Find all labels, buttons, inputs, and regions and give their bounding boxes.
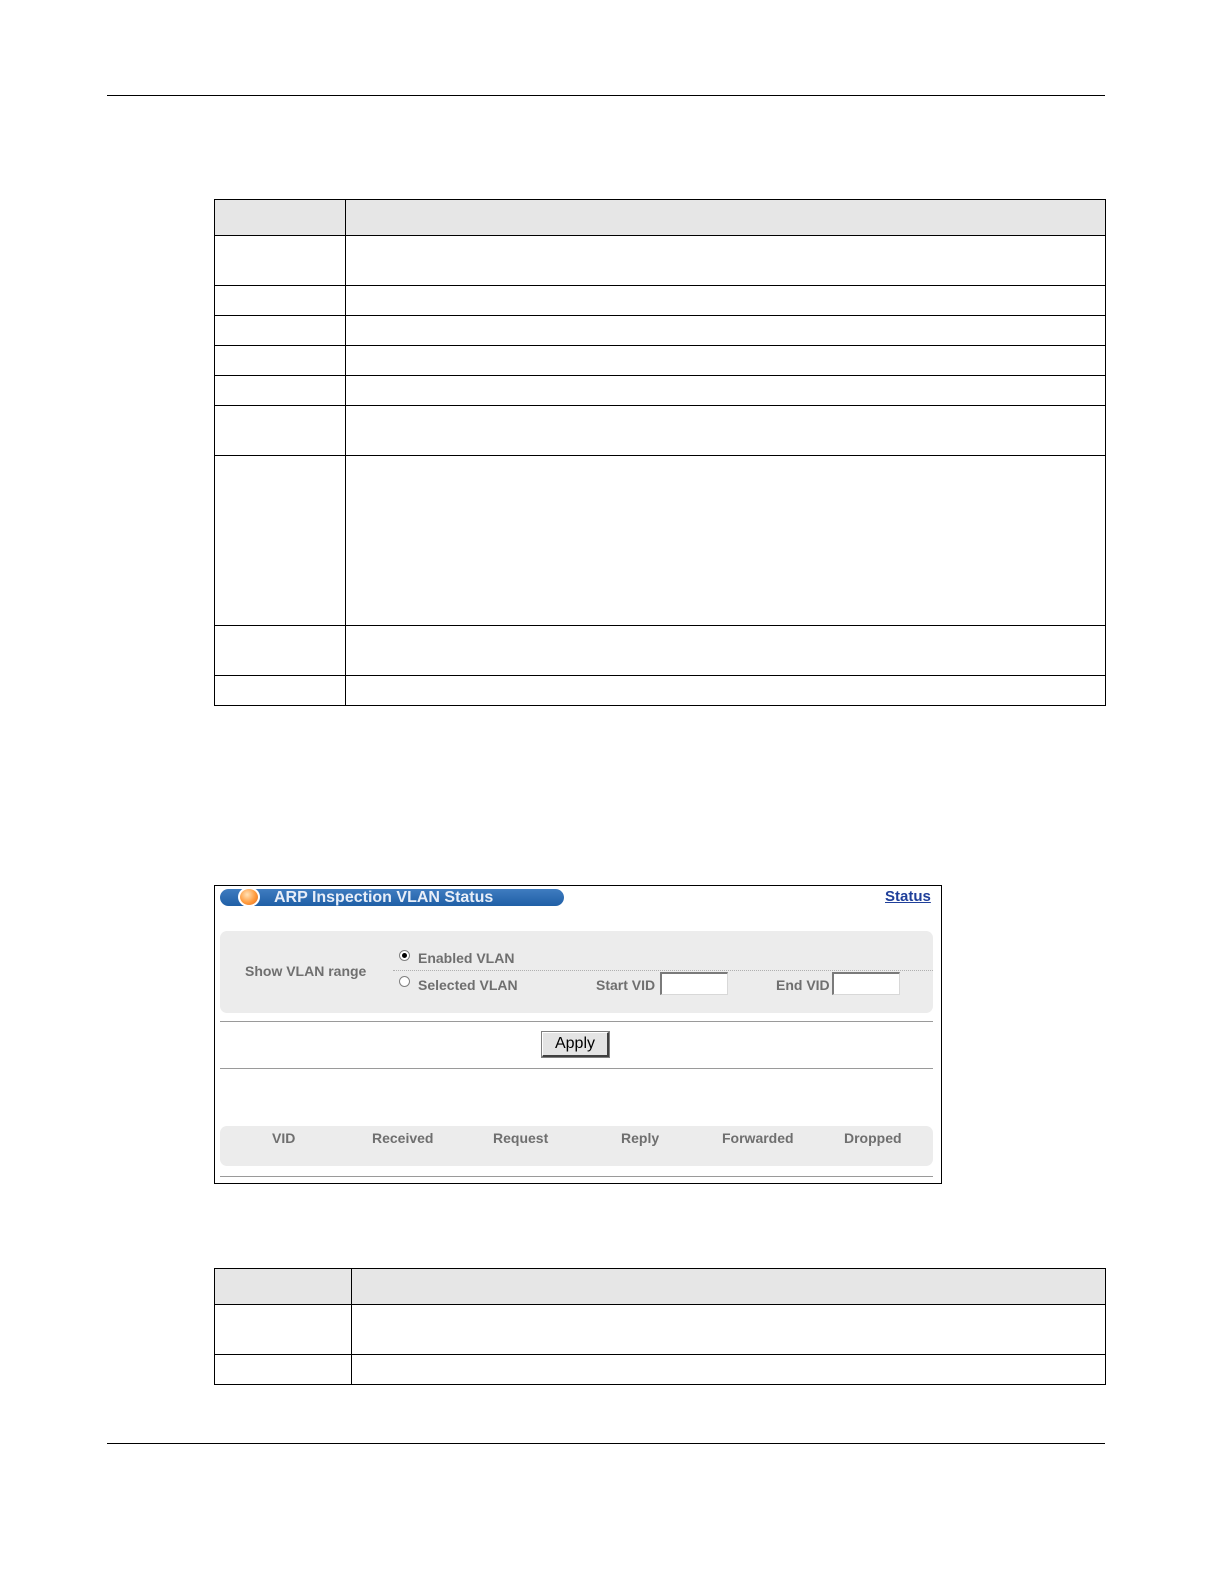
field-description-table-2 bbox=[214, 1268, 1106, 1385]
table-header-cell bbox=[215, 1269, 352, 1305]
start-vid-label: Start VID bbox=[596, 977, 656, 993]
table-row bbox=[215, 1305, 1106, 1355]
table-row bbox=[215, 1355, 1106, 1385]
enabled-vlan-label: Enabled VLAN bbox=[418, 950, 515, 966]
table-row bbox=[215, 236, 1106, 286]
divider-line bbox=[220, 1021, 933, 1022]
results-header-band bbox=[220, 1126, 933, 1166]
table-header-cell bbox=[215, 200, 346, 236]
footer-rule bbox=[107, 1443, 1105, 1444]
header-rule bbox=[107, 95, 1105, 96]
selected-vlan-label: Selected VLAN bbox=[418, 977, 518, 993]
end-vid-input[interactable] bbox=[832, 972, 900, 995]
table-row bbox=[215, 316, 1106, 346]
divider-line bbox=[220, 1176, 933, 1177]
arp-inspection-vlan-status-screen bbox=[214, 885, 942, 1184]
table-row bbox=[215, 456, 1106, 626]
screen-title-bar bbox=[220, 889, 564, 906]
divider-line bbox=[220, 1068, 933, 1069]
column-header-vid: VID bbox=[272, 1130, 296, 1146]
selected-vlan-radio[interactable] bbox=[399, 976, 410, 987]
table-row bbox=[215, 346, 1106, 376]
option-divider bbox=[393, 970, 933, 971]
column-header-dropped: Dropped bbox=[844, 1130, 902, 1146]
table-header-row bbox=[215, 200, 1106, 236]
table-row bbox=[215, 376, 1106, 406]
column-header-reply: Reply bbox=[621, 1130, 660, 1146]
column-header-request: Request bbox=[493, 1130, 549, 1146]
start-vid-input[interactable] bbox=[660, 972, 728, 995]
end-vid-label: End VID bbox=[776, 977, 830, 993]
table-header-cell bbox=[346, 200, 1106, 236]
table-header-row bbox=[215, 1269, 1106, 1305]
enabled-vlan-radio[interactable] bbox=[399, 950, 410, 961]
table-header-cell bbox=[352, 1269, 1106, 1305]
table-row bbox=[215, 676, 1106, 706]
screen-title: ARP Inspection VLAN Status bbox=[274, 889, 494, 906]
table-row bbox=[215, 406, 1106, 456]
table-row bbox=[215, 286, 1106, 316]
show-vlan-range-label: Show VLAN range bbox=[245, 963, 367, 979]
column-header-received: Received bbox=[372, 1130, 434, 1146]
apply-button[interactable]: Apply bbox=[542, 1032, 609, 1057]
status-link[interactable]: Status bbox=[885, 888, 931, 905]
orb-icon bbox=[238, 887, 260, 907]
field-description-table bbox=[214, 199, 1106, 706]
table-row bbox=[215, 626, 1106, 676]
column-header-forwarded: Forwarded bbox=[722, 1130, 794, 1146]
